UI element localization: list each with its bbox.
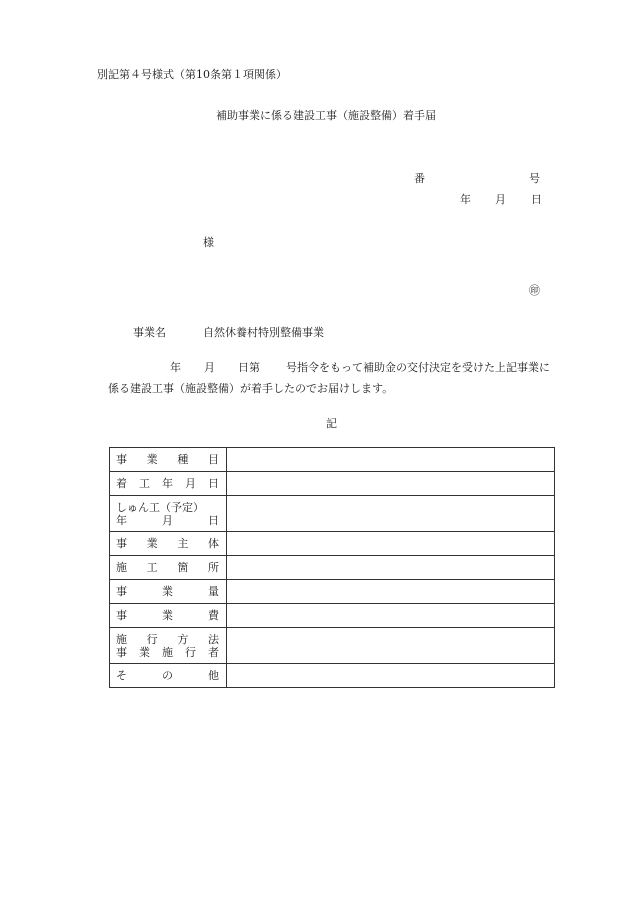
row-label-cell xyxy=(110,664,227,688)
value-cell[interactable] xyxy=(227,580,555,604)
row-label-cell xyxy=(110,532,227,556)
go-label: 号 xyxy=(529,172,540,185)
form-number: 別記第４号様式（第10条第１項関係） xyxy=(97,68,287,81)
value-cell[interactable] xyxy=(227,496,555,532)
row-label-cell xyxy=(110,448,227,472)
row-label-start-date: 着 工 年 月 日 xyxy=(116,477,219,490)
table-row xyxy=(110,580,555,604)
table-row xyxy=(110,532,555,556)
body-year: 年 xyxy=(170,361,181,374)
row-label-cell xyxy=(110,496,227,532)
value-cell[interactable] xyxy=(227,532,555,556)
table-row xyxy=(110,472,555,496)
items-table xyxy=(109,447,555,688)
document-title: 補助事業に係る建設工事（施設整備）着手届 xyxy=(216,109,436,122)
year-label: 年 xyxy=(460,193,471,206)
row-label-cell xyxy=(110,472,227,496)
table-row xyxy=(110,496,555,532)
table-row xyxy=(110,628,555,664)
value-cell[interactable] xyxy=(227,448,555,472)
body-line2: 係る建設工事（施設整備）が着手したのでお届けします。 xyxy=(108,382,394,395)
row-label-cell xyxy=(110,556,227,580)
ban-label: 番 xyxy=(414,172,425,185)
row-label-completion-date: 年 月 日 xyxy=(116,513,219,527)
value-cell[interactable] xyxy=(227,472,555,496)
table-row xyxy=(110,664,555,688)
body-month: 月 xyxy=(204,361,215,374)
addressee-suffix: 様 xyxy=(203,236,214,249)
project-value: 自然休養村特別整備事業 xyxy=(203,326,324,339)
row-label-other: そ の 他 xyxy=(116,669,219,682)
row-label-location: 施 工 箇 所 xyxy=(116,561,219,574)
day-label: 日 xyxy=(531,193,542,206)
body-day-number: 日第 xyxy=(238,361,260,374)
row-label-cost: 事 業 費 xyxy=(116,609,219,622)
table-row xyxy=(110,448,555,472)
value-cell[interactable] xyxy=(227,604,555,628)
row-label-operator: 事 業 主 体 xyxy=(116,537,219,550)
row-label-cell xyxy=(110,580,227,604)
row-label-executor: 事 業 施 行 者 xyxy=(116,645,219,659)
value-cell[interactable] xyxy=(227,628,555,664)
row-label-method: 施 行 方 法 xyxy=(116,632,219,646)
table-row xyxy=(110,556,555,580)
row-label-quantity: 事 業 量 xyxy=(116,585,219,598)
month-label: 月 xyxy=(495,193,506,206)
row-label-cell xyxy=(110,604,227,628)
row-label-project-type: 事 業 種 目 xyxy=(116,453,219,466)
value-cell[interactable] xyxy=(227,556,555,580)
row-label-cell xyxy=(110,628,227,664)
ki-label: 記 xyxy=(326,417,337,430)
table-row xyxy=(110,604,555,628)
seal-mark: ㊞ xyxy=(529,284,540,297)
value-cell[interactable] xyxy=(227,664,555,688)
body-line1-rest: 号指令をもって補助金の交付決定を受けた上記事業に xyxy=(286,361,550,374)
project-label: 事業名 xyxy=(133,326,166,339)
row-label-completion: しゅん工（予定） xyxy=(116,500,204,514)
